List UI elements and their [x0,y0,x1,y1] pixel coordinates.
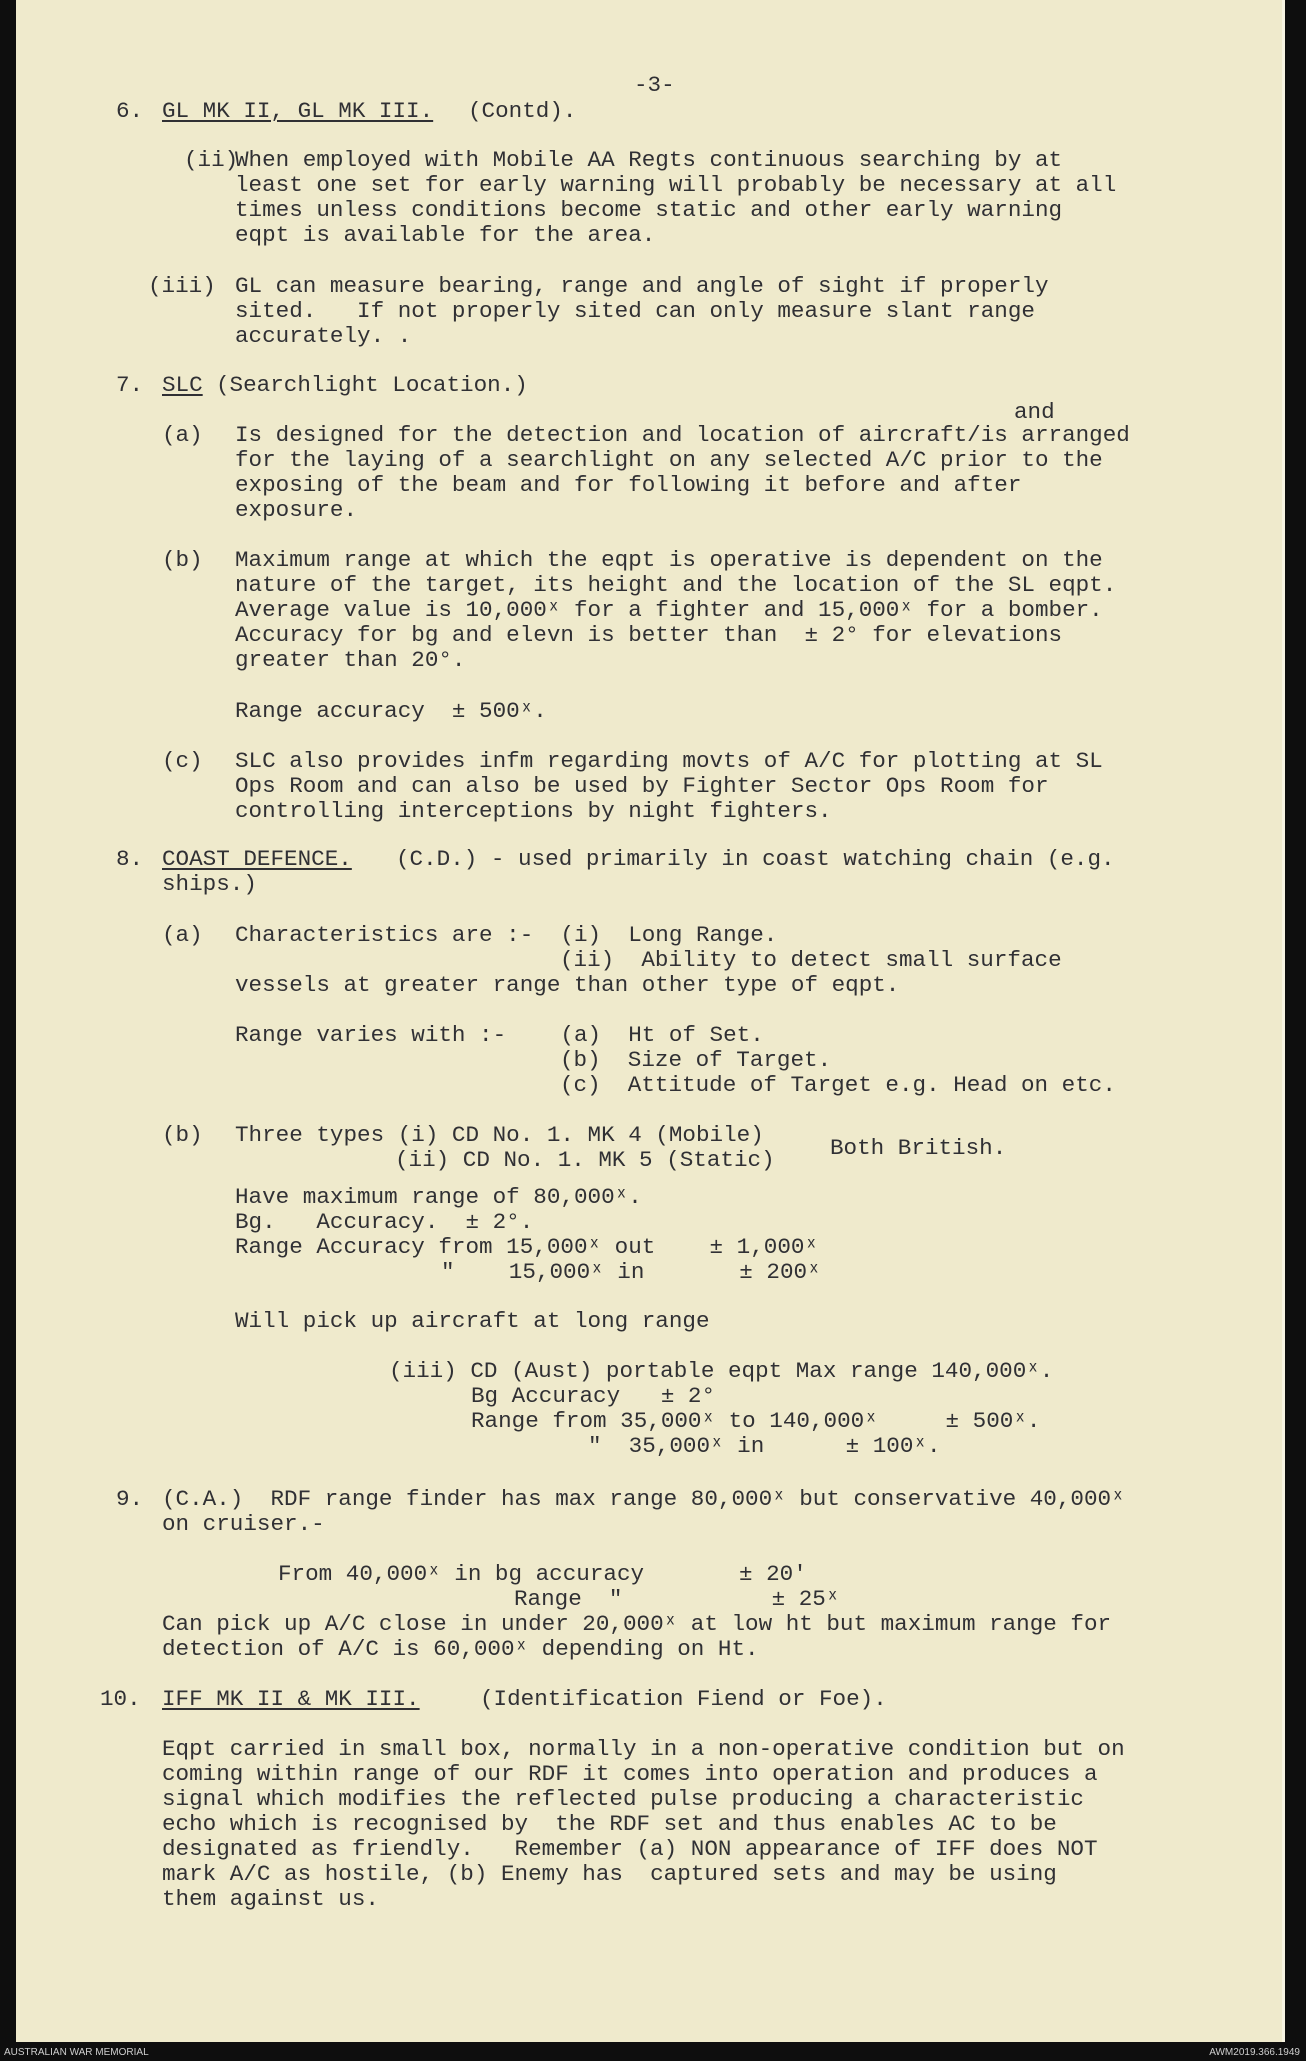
section-7-title: (Searchlight Location.) [216,372,528,398]
section-9-line-6: detection of A/C is 60,000ˣ depending on Ht. [162,1636,759,1662]
section-8-b-line-2: (ii) CD No. 1. MK 5 (Static) [395,1147,775,1173]
section-6-iii-line-2: sited. If not properly sited can only measure slant range [235,298,1035,324]
section-10-heading: IFF MK II & MK III. [162,1686,420,1712]
section-6-number: 6. [116,98,144,124]
document-page [16,0,1285,2042]
section-6-ii-line-1: When employed with Mobile AA Regts continuous searching by at [235,147,1063,173]
section-7-b-line-5: greater than 20°. [235,647,466,673]
section-8-line-2: ships.) [162,871,257,897]
section-6-contd: (Contd). [468,98,577,124]
section-10-number: 10. [100,1686,141,1712]
section-10-line-5: designated as friendly. Remember (a) NON appearance of IFF does NOT [162,1836,1098,1862]
section-6-heading: GL MK II, GL MK III. [162,98,434,124]
section-9-line-2: on cruiser.- [162,1511,325,1537]
section-10-line-3: signal which modifies the reflected pulse producing a characteristic [162,1786,1084,1812]
section-10-line-6: mark A/C as hostile, (b) Enemy has captured sets and may be using [162,1861,1057,1887]
section-8-b-line-1: Three types (i) CD No. 1. MK 4 (Mobile) [235,1122,764,1148]
section-8-b-line-6: " 15,000ˣ in ± 200ˣ [441,1259,821,1285]
section-6-iii-line-3: accurately. . [235,323,412,349]
section-7-c-marker: (c) [162,748,203,774]
footer-accession-number: AWM2019.366.1949 [1209,2047,1300,2058]
section-9-line-5: Can pick up A/C close in under 20,000ˣ at low ht but maximum range for [162,1611,1112,1637]
section-7-b-line-6: Range accuracy ± 500ˣ. [235,698,547,724]
section-7-a-line-3: exposing of the beam and for following it before and after [235,472,1022,498]
section-6-ii-line-4: eqpt is available for the area. [235,222,656,248]
section-10-title: (Identification Fiend or Foe). [480,1686,887,1712]
section-8-b-line-4: Bg. Accuracy. ± 2°. [235,1209,534,1235]
section-8-iii-line-1: (iii) CD (Aust) portable eqpt Max range 140,000ˣ. [389,1358,1054,1384]
section-8-range-line-2: (b) Size of Target. [560,1047,832,1073]
section-7-c-line-2: Ops Room and can also be used by Fighter Sector Ops Room for [235,773,1049,799]
section-7-a-marker: (a) [162,422,203,448]
section-6-ii-marker: (ii) [184,147,239,173]
section-8-range-line-1: Range varies with :- (a) Ht of Set. [235,1022,764,1048]
section-6-iii-marker: (iii) [148,273,216,299]
section-8-heading: COAST DEFENCE. [162,846,352,872]
section-7-b-line-3: Average value is 10,000ˣ for a fighter and 15,000ˣ for a bomber. [235,597,1103,623]
section-6-ii-line-2: least one set for early warning will probably be necessary at all [235,172,1117,198]
section-7-number: 7. [116,372,144,398]
section-6-ii-line-3: times unless conditions become static and other early warning [235,197,1063,223]
section-10-line-1: Eqpt carried in small box, normally in a non-operative condition but on [162,1736,1125,1762]
section-8-iii-line-3: Range from 35,000ˣ to 140,000ˣ ± 500ˣ. [471,1408,1041,1434]
section-8-line-1: (C.D.) - used primarily in coast watching chain (e.g. [396,846,1115,872]
section-7-a-line-2: for the laying of a searchlight on any selected A/C prior to the [235,447,1103,473]
section-8-b-line-5: Range Accuracy from 15,000ˣ out ± 1,000ˣ [235,1234,819,1260]
section-7-a-line-4: exposure. [235,497,358,523]
section-7-c-line-3: controlling interceptions by night fighters. [235,798,832,824]
section-8-b-line-3: Have maximum range of 80,000ˣ. [235,1184,642,1210]
section-7-b-line-2: nature of the target, its height and the location of the SL eqpt. [235,572,1117,598]
section-8-iii-line-4: " 35,000ˣ in ± 100ˣ. [588,1433,941,1459]
section-7-b-line-1: Maximum range at which the eqpt is operative is dependent on the [235,547,1103,573]
section-10-line-4: echo which is recognised by the RDF set and thus enables AC to be [162,1811,1057,1837]
footer-credit: AUSTRALIAN WAR MEMORIAL [4,2047,149,2058]
section-8-b-line-7: Will pick up aircraft at long range [235,1308,710,1334]
section-10-line-7: them against us. [162,1886,379,1912]
section-8-b-marker: (b) [162,1122,203,1148]
section-7-b-marker: (b) [162,547,203,573]
section-8-number: 8. [116,846,144,872]
section-8-b-both-british: Both British. [830,1135,1007,1161]
section-8-a-line-3: vessels at greater range than other type of eqpt. [235,972,900,998]
section-8-range-line-3: (c) Attitude of Target e.g. Head on etc. [560,1072,1116,1098]
section-7-insertion: and [1014,399,1055,425]
section-8-iii-line-2: Bg Accuracy ± 2° [471,1383,716,1409]
section-7-c-line-1: SLC also provides infm regarding movts of A/C for plotting at SL [235,748,1103,774]
page-number: -3- [634,72,675,98]
section-6-iii-line-1: GL can measure bearing, range and angle of sight if properly [235,273,1049,299]
section-10-line-2: coming within range of our RDF it comes into operation and produces a [162,1761,1098,1787]
section-8-a-line-1: Characteristics are :- (i) Long Range. [235,922,778,948]
section-7-b-line-4: Accuracy for bg and elevn is better than ± 2° for elevations [235,622,1063,648]
section-8-a-marker: (a) [162,922,203,948]
section-7-a-line-1: Is designed for the detection and location of aircraft/is arranged [235,422,1130,448]
section-9-line-3: From 40,000ˣ in bg accuracy ± 20' [278,1561,807,1587]
section-9-line-4: Range " ± 25ˣ [514,1586,840,1612]
section-8-a-line-2: (ii) Ability to detect small surface [560,947,1062,973]
section-9-line-1: (C.A.) RDF range finder has max range 80,000ˣ but conservative 40,000ˣ [162,1486,1125,1512]
section-7-heading: SLC [162,372,203,398]
section-9-number: 9. [116,1486,144,1512]
